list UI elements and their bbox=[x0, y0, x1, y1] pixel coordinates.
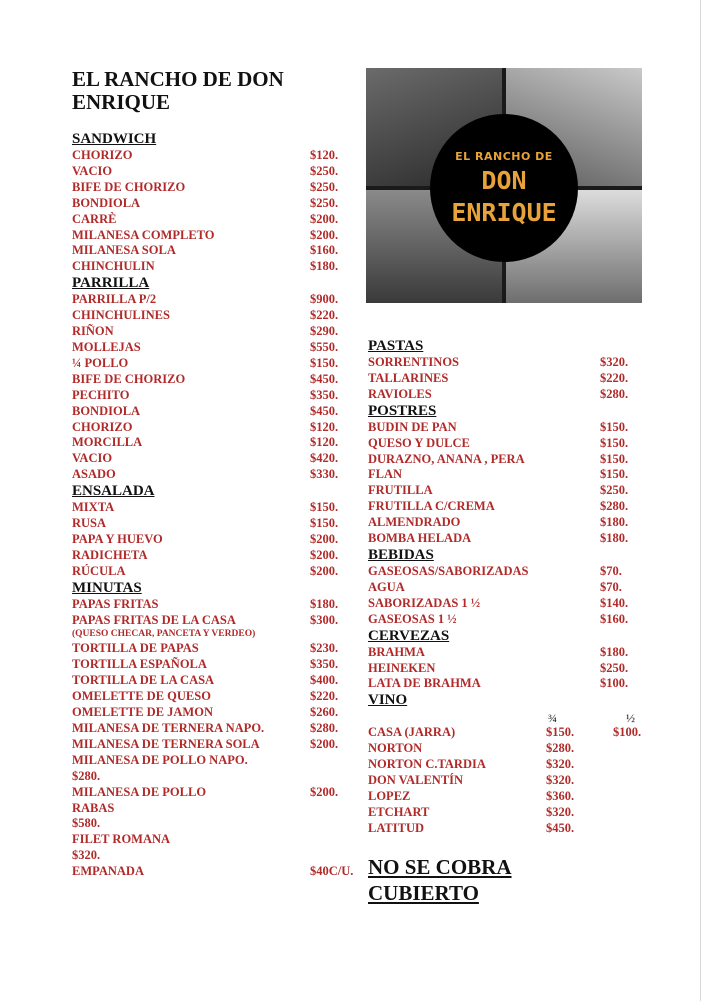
item-name: RÚCULA bbox=[72, 563, 126, 578]
menu-item bbox=[72, 801, 357, 817]
item-price: $250. bbox=[310, 195, 339, 210]
wine-item bbox=[368, 805, 658, 821]
item-name: PAPAS FRITAS DE LA CASA bbox=[72, 612, 236, 627]
item-name: FILET ROMANA bbox=[72, 832, 171, 847]
item-price: $320. bbox=[546, 773, 575, 788]
menu-item bbox=[72, 705, 357, 721]
menu-item bbox=[72, 467, 357, 483]
menu-item bbox=[72, 148, 357, 164]
item-price: $320. bbox=[600, 355, 629, 369]
item-name: MILANESA DE POLLO bbox=[72, 784, 207, 799]
section-title: ENSALADA bbox=[72, 483, 155, 500]
item-name: FLAN bbox=[368, 467, 403, 482]
item-price: $200. bbox=[310, 784, 339, 799]
item-name: CARRÈ bbox=[72, 211, 117, 226]
item-price: $900. bbox=[310, 292, 339, 307]
item-name: RABAS bbox=[72, 800, 115, 815]
item-name: RADICHETA bbox=[72, 547, 148, 562]
item-name: CHINCHULIN bbox=[72, 259, 155, 274]
item-price: $120. bbox=[310, 419, 339, 434]
menu-item bbox=[368, 467, 658, 483]
item-name: $320. bbox=[72, 848, 101, 863]
item-name: GASEOSAS/SABORIZADAS bbox=[368, 563, 529, 578]
size-three-quarter: ¾ bbox=[548, 711, 557, 726]
item-name: OMELETTE DE JAMON bbox=[72, 705, 213, 720]
menu-item bbox=[72, 532, 357, 548]
item-name: AGUA bbox=[368, 579, 405, 594]
menu-item bbox=[72, 548, 357, 564]
item-name: SABORIZADAS 1 ½ bbox=[368, 595, 481, 610]
menu-item bbox=[72, 737, 357, 753]
item-name: RAVIOLES bbox=[368, 386, 432, 401]
menu-item bbox=[72, 816, 357, 832]
menu-item bbox=[72, 516, 357, 532]
item-name: LATITUD bbox=[368, 820, 425, 835]
section-title: MINUTAS bbox=[72, 579, 142, 596]
item-name: TORTILLA DE PAPAS bbox=[72, 641, 199, 656]
wine-item bbox=[368, 773, 658, 789]
menu-item bbox=[368, 661, 658, 677]
item-name: MILANESA COMPLETO bbox=[72, 227, 215, 242]
item-name: SORRENTINOS bbox=[368, 355, 459, 369]
restaurant-title: EL RANCHO DE DON ENRIQUE bbox=[72, 67, 284, 114]
item-name: VACIO bbox=[72, 451, 113, 466]
menu-item bbox=[368, 645, 658, 661]
item-name: TORTILLA DE LA CASA bbox=[72, 673, 215, 688]
no-cover-charge-note: NO SE COBRA CUBIERTO bbox=[368, 855, 512, 905]
item-name: HEINEKEN bbox=[368, 660, 436, 675]
menu-item bbox=[72, 785, 357, 801]
item-price: $450. bbox=[310, 371, 339, 386]
item-name: $280. bbox=[72, 768, 101, 783]
wine-item bbox=[368, 821, 658, 837]
item-note: (QUESO CHECAR, PANCETA Y VERDEO) bbox=[72, 629, 256, 640]
section-title: CERVEZAS bbox=[368, 627, 450, 644]
item-name: BRAHMA bbox=[368, 644, 425, 659]
item-price: $150. bbox=[600, 451, 629, 466]
menu-item bbox=[368, 452, 658, 468]
item-price: $220. bbox=[310, 308, 339, 323]
menu-right-column bbox=[368, 338, 658, 837]
item-price: $320. bbox=[546, 804, 575, 819]
menu-item bbox=[72, 848, 357, 864]
menu-item bbox=[368, 531, 658, 547]
menu-item bbox=[368, 580, 658, 596]
item-price: $150. bbox=[600, 467, 629, 482]
item-name: TORTILLA ESPAÑOLA bbox=[72, 657, 207, 672]
item-price: $260. bbox=[310, 705, 339, 720]
item-price: $350. bbox=[310, 657, 339, 672]
item-price: $180. bbox=[310, 596, 339, 611]
section-title-wine: VINO bbox=[368, 692, 408, 709]
item-price: $250. bbox=[310, 163, 339, 178]
menu-item bbox=[72, 259, 357, 275]
item-name: FRUTILLA C/CREMA bbox=[368, 499, 495, 514]
item-price: $230. bbox=[310, 641, 339, 656]
item-name: GASEOSAS 1 ½ bbox=[368, 611, 457, 626]
item-price: $180. bbox=[600, 515, 629, 530]
item-name: LOPEZ bbox=[368, 788, 411, 803]
item-price: $150. bbox=[600, 419, 629, 434]
item-name: RUSA bbox=[72, 516, 107, 531]
item-name: CASA (JARRA) bbox=[368, 725, 456, 740]
section-title: POSTRES bbox=[368, 402, 437, 419]
item-name: LATA DE BRAHMA bbox=[368, 676, 481, 691]
item-name: DURAZNO, ANANA , PERA bbox=[368, 451, 525, 466]
item-name: QUESO Y DULCE bbox=[368, 435, 470, 450]
item-price: $140. bbox=[600, 595, 629, 610]
item-price: $150. bbox=[310, 500, 339, 515]
item-price: $150. bbox=[600, 435, 629, 450]
section-title: PARRILLA bbox=[72, 275, 150, 292]
item-price: $200. bbox=[310, 563, 339, 578]
item-name: ALMENDRADO bbox=[368, 515, 461, 530]
item-price: $120. bbox=[310, 435, 339, 450]
item-price: $180. bbox=[600, 644, 629, 659]
menu-item bbox=[72, 292, 357, 308]
item-price: $180. bbox=[310, 259, 339, 274]
item-name: ETCHART bbox=[368, 804, 430, 819]
menu-item bbox=[72, 340, 357, 356]
menu-item bbox=[72, 308, 357, 324]
item-price-half: $100. bbox=[613, 725, 642, 740]
menu-item bbox=[72, 500, 357, 516]
menu-item bbox=[72, 597, 357, 613]
item-price: $70. bbox=[600, 579, 622, 594]
item-price: $290. bbox=[310, 324, 339, 339]
item-name: VACIO bbox=[72, 163, 113, 178]
menu-item bbox=[72, 420, 357, 436]
item-name: BIFE DE CHORIZO bbox=[72, 371, 186, 386]
menu-item bbox=[72, 356, 357, 372]
item-price: $550. bbox=[310, 339, 339, 354]
item-name: MILANESA DE TERNERA NAPO. bbox=[72, 721, 265, 735]
item-price: $220. bbox=[310, 689, 339, 704]
menu-item bbox=[368, 612, 658, 628]
item-price: $200. bbox=[310, 547, 339, 562]
item-name: MORCILLA bbox=[72, 435, 143, 450]
menu-item bbox=[72, 451, 357, 467]
logo-line2: DON bbox=[481, 165, 527, 195]
menu-item bbox=[72, 753, 357, 769]
logo-line3: ENRIQUE bbox=[451, 197, 557, 227]
menu-item bbox=[72, 564, 357, 580]
item-name: OMELETTE DE QUESO bbox=[72, 689, 211, 704]
item-name: PARRILLA P/2 bbox=[72, 292, 157, 307]
section-title: SANDWICH bbox=[72, 131, 157, 147]
item-price: $150. bbox=[546, 725, 575, 740]
item-name: PAPAS FRITAS bbox=[72, 596, 159, 611]
item-price: $360. bbox=[546, 788, 575, 803]
wine-size-headers bbox=[368, 709, 658, 725]
item-name: BOMBA HELADA bbox=[368, 531, 472, 546]
menu-item bbox=[368, 596, 658, 612]
item-price: $200. bbox=[310, 736, 339, 751]
menu-item bbox=[368, 499, 658, 515]
wine-item bbox=[368, 725, 658, 741]
menu-item bbox=[72, 228, 357, 244]
item-name: MILANESA SOLA bbox=[72, 243, 176, 258]
item-name: $580. bbox=[72, 816, 101, 831]
item-price: $250. bbox=[310, 179, 339, 194]
item-price: $330. bbox=[310, 467, 339, 482]
item-price: $280. bbox=[310, 721, 339, 735]
item-name: NORTON C.TARDIA bbox=[368, 757, 486, 772]
item-price: $280. bbox=[546, 741, 575, 756]
item-price: $400. bbox=[310, 673, 339, 688]
menu-item bbox=[72, 613, 357, 629]
menu-item bbox=[72, 196, 357, 212]
item-price: $450. bbox=[546, 820, 575, 835]
item-name: EMPANADA bbox=[72, 864, 144, 879]
menu-item bbox=[72, 721, 357, 737]
item-name: BONDIOLA bbox=[72, 403, 141, 418]
menu-item bbox=[72, 657, 357, 673]
menu-item bbox=[72, 324, 357, 340]
menu-item bbox=[72, 164, 357, 180]
item-price: $420. bbox=[310, 451, 339, 466]
item-name: CHINCHULINES bbox=[72, 308, 170, 323]
wine-item bbox=[368, 789, 658, 805]
restaurant-photo-collage bbox=[366, 68, 642, 303]
section-title: PASTAS bbox=[368, 338, 424, 354]
item-name: PAPA Y HUEVO bbox=[72, 531, 163, 546]
item-price: $200. bbox=[310, 211, 339, 226]
item-name: NORTON bbox=[368, 741, 423, 756]
item-name: BONDIOLA bbox=[72, 195, 141, 210]
menu-item bbox=[368, 355, 658, 371]
menu-item bbox=[368, 371, 658, 387]
menu-item bbox=[368, 420, 658, 436]
menu-item bbox=[72, 673, 357, 689]
menu-item bbox=[72, 435, 357, 451]
item-name: MILANESA DE POLLO NAPO. bbox=[72, 752, 248, 767]
item-price: $250. bbox=[600, 483, 629, 498]
item-price: $300. bbox=[310, 612, 339, 627]
menu-item bbox=[72, 388, 357, 404]
item-name: RIÑON bbox=[72, 324, 114, 339]
item-price: $40C/U. bbox=[310, 864, 354, 879]
item-price: $220. bbox=[600, 370, 629, 385]
item-name: CHORIZO bbox=[72, 419, 133, 434]
item-price: $160. bbox=[600, 611, 629, 626]
menu-item bbox=[368, 436, 658, 452]
item-price: $120. bbox=[310, 148, 339, 162]
item-name: BIFE DE CHORIZO bbox=[72, 179, 186, 194]
item-price: $200. bbox=[310, 227, 339, 242]
item-name: TALLARINES bbox=[368, 370, 449, 385]
menu-item bbox=[368, 676, 658, 692]
item-price: $200. bbox=[310, 531, 339, 546]
item-price: $450. bbox=[310, 403, 339, 418]
item-price: $250. bbox=[600, 660, 629, 675]
item-price: $320. bbox=[546, 757, 575, 772]
menu-item bbox=[368, 387, 658, 403]
item-price: $70. bbox=[600, 563, 622, 578]
item-name: MIXTA bbox=[72, 500, 115, 515]
item-name: BUDIN DE PAN bbox=[368, 419, 457, 434]
item-price: $280. bbox=[600, 499, 629, 514]
item-name: ¼ POLLO bbox=[72, 355, 129, 370]
menu-item bbox=[368, 564, 658, 580]
size-half: ½ bbox=[626, 711, 635, 726]
menu-item bbox=[72, 864, 357, 880]
menu-item bbox=[368, 483, 658, 499]
item-name: PECHITO bbox=[72, 387, 130, 402]
item-name: ASADO bbox=[72, 467, 116, 482]
menu-item bbox=[72, 372, 357, 388]
menu-item bbox=[72, 832, 357, 848]
item-name: CHORIZO bbox=[72, 148, 133, 162]
menu-item bbox=[72, 404, 357, 420]
menu-item bbox=[72, 641, 357, 657]
menu-item bbox=[72, 180, 357, 196]
wine-item bbox=[368, 741, 658, 757]
item-price: $150. bbox=[310, 516, 339, 531]
item-price: $100. bbox=[600, 676, 629, 691]
item-price: $160. bbox=[310, 243, 339, 258]
item-price: $180. bbox=[600, 531, 629, 546]
item-price: $350. bbox=[310, 387, 339, 402]
menu-left-column bbox=[72, 131, 357, 880]
logo-line1: EL RANCHO DE bbox=[455, 149, 553, 163]
item-name: MILANESA DE TERNERA SOLA bbox=[72, 736, 260, 751]
section-title: BEBIDAS bbox=[368, 546, 434, 563]
item-name: MOLLEJAS bbox=[72, 339, 141, 354]
menu-item bbox=[72, 689, 357, 705]
item-price: $150. bbox=[310, 355, 339, 370]
menu-item bbox=[368, 515, 658, 531]
item-name: DON VALENTÍN bbox=[368, 773, 464, 788]
menu-item bbox=[72, 212, 357, 228]
wine-item bbox=[368, 757, 658, 773]
item-price: $280. bbox=[600, 386, 629, 401]
item-name: FRUTILLA bbox=[368, 483, 433, 498]
menu-item bbox=[72, 769, 357, 785]
menu-item bbox=[72, 243, 357, 259]
restaurant-logo bbox=[430, 114, 578, 262]
